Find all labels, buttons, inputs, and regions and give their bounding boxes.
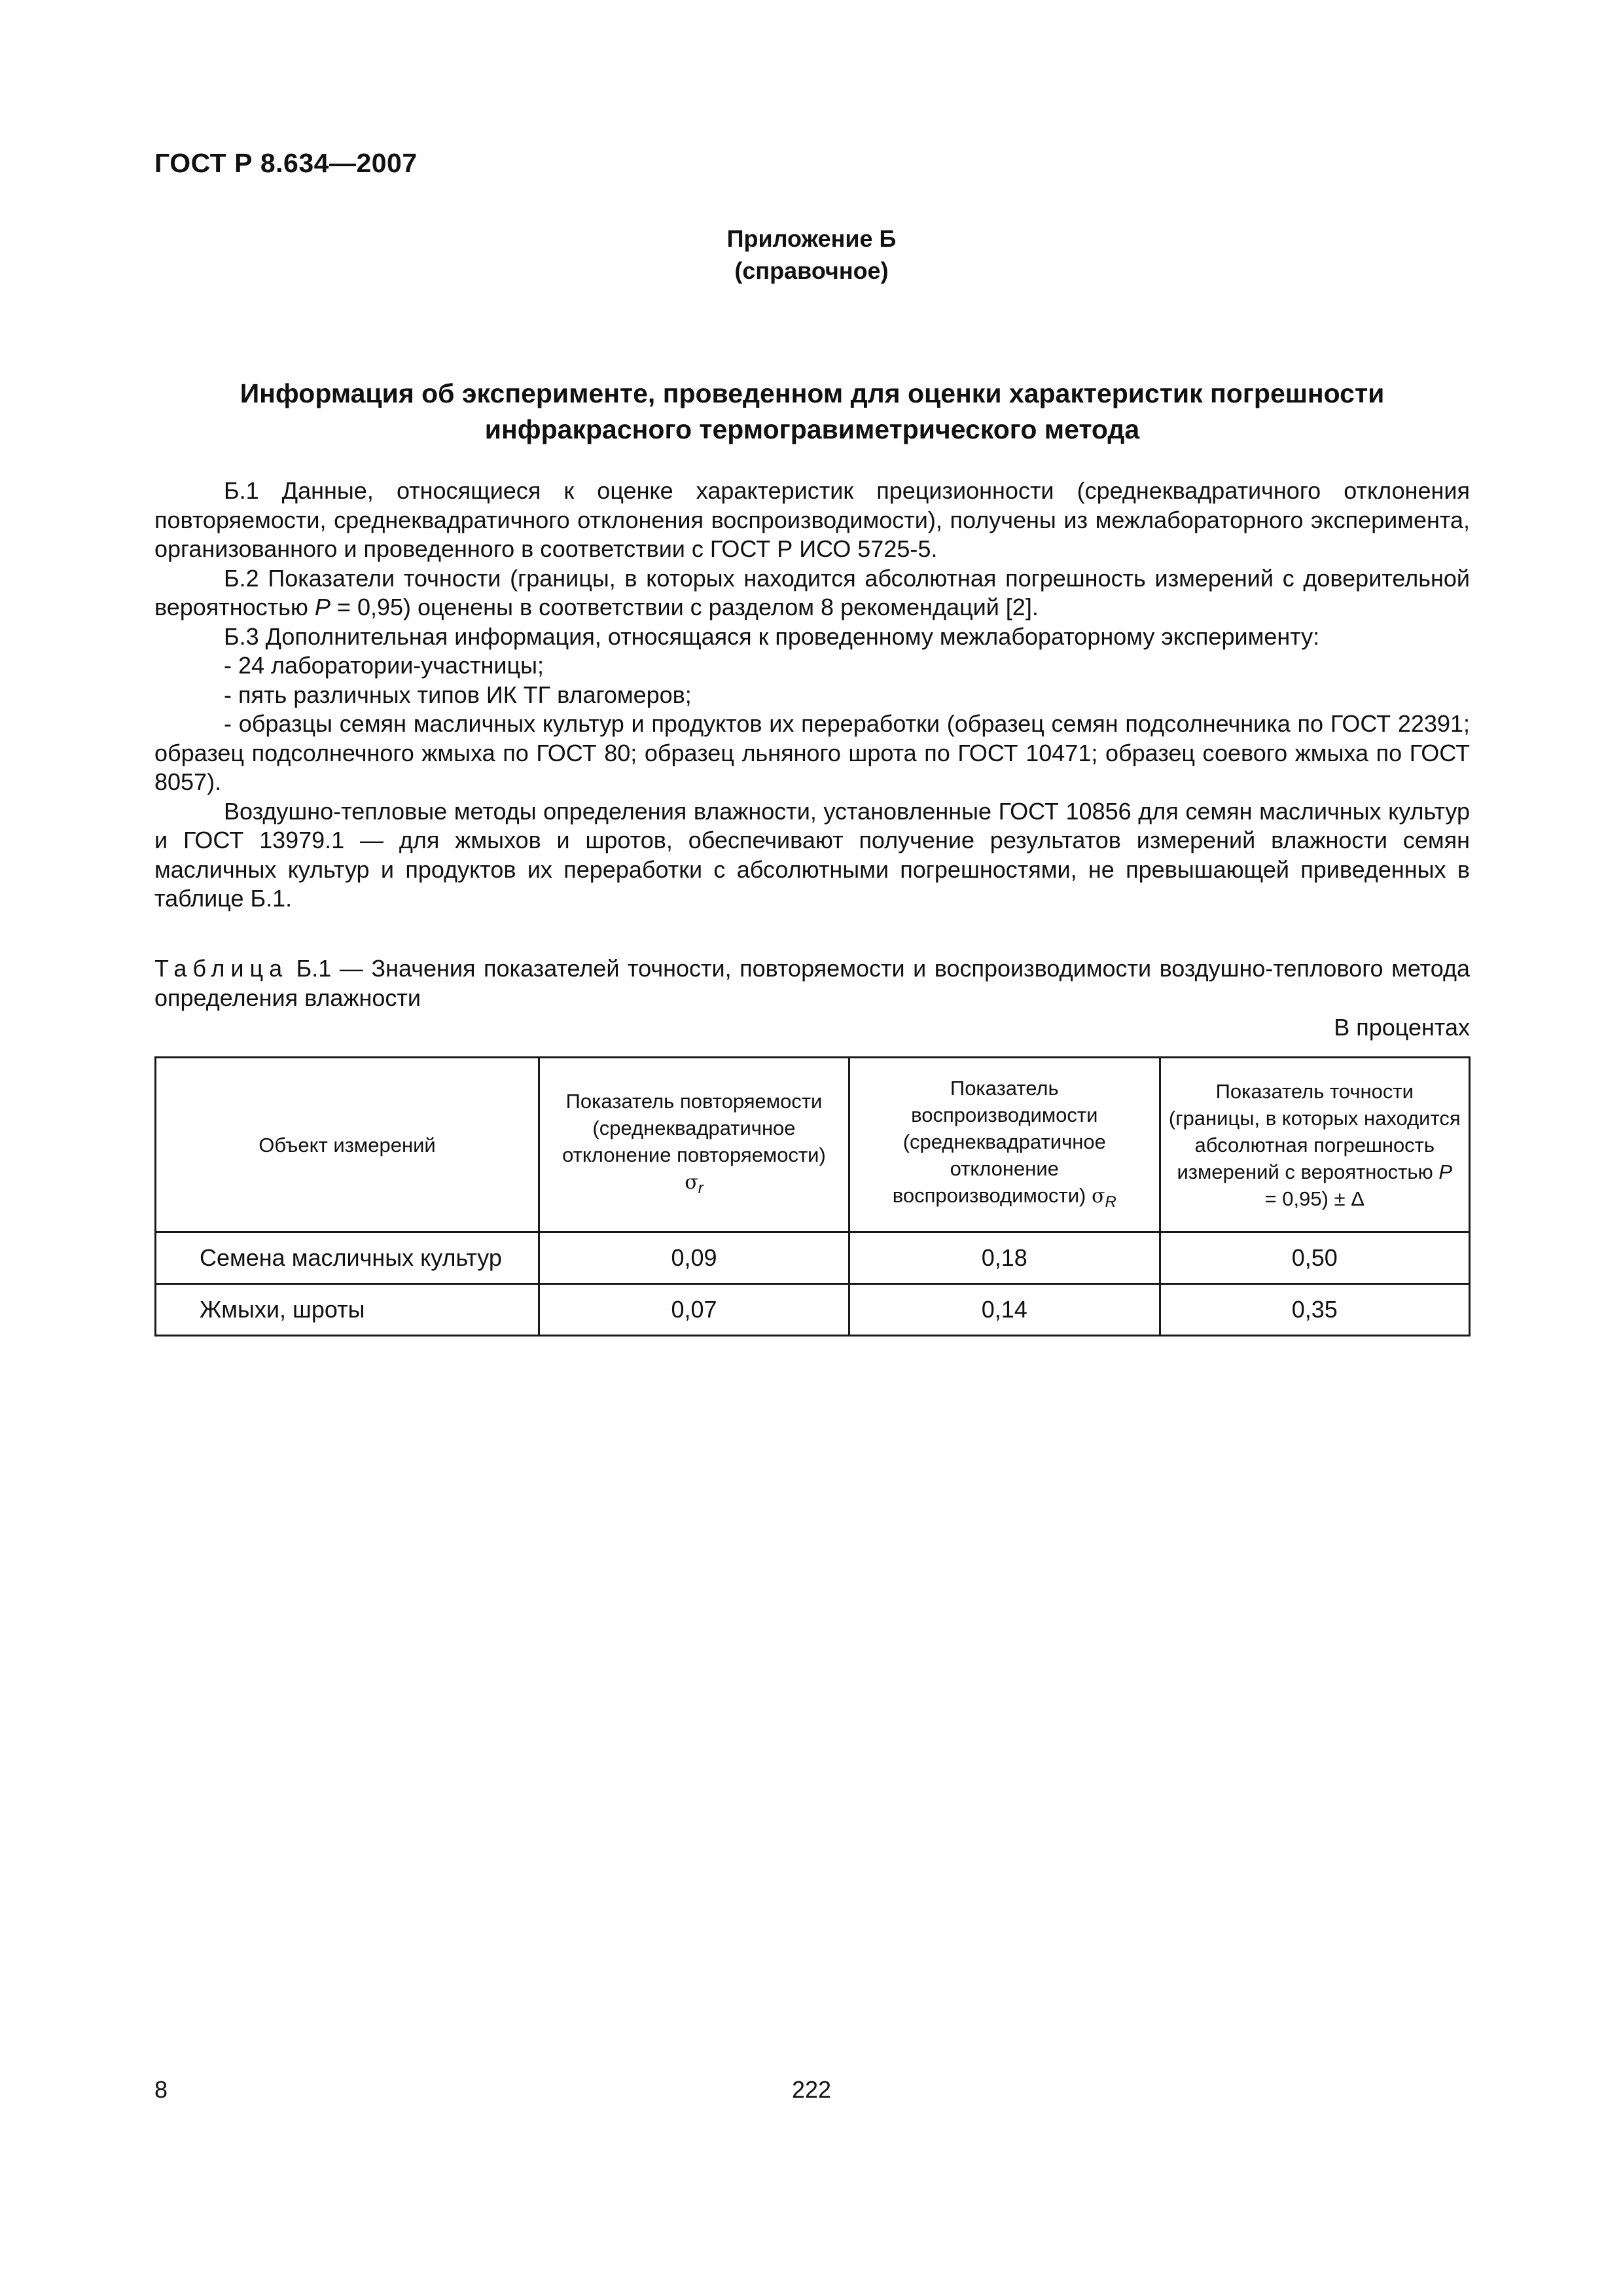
cell-accuracy: 0,35 bbox=[1160, 1284, 1469, 1336]
paragraph-b2 bbox=[154, 564, 1470, 622]
sigma-r-symbol: $\sigma_r$ bbox=[685, 1171, 704, 1197]
table-row bbox=[156, 1232, 1470, 1284]
paragraph-b2-end: = 0,95) оценены в соответствии с разделом 8 рекомендаций [2]. bbox=[330, 594, 1039, 620]
cell-repeatability: 0,09 bbox=[539, 1232, 849, 1284]
appendix-heading bbox=[0, 223, 1623, 287]
list-item: - образцы семян масличных культур и продуктов их переработки (образец семян подсолнечника по ГОСТ 22391; образец подсолнечного жмыха по ГОСТ 80; образец льняного шрота по ГОСТ 10471; образец соевого жмыха по ГОСТ 8057). bbox=[154, 710, 1470, 795]
title-line-2: инфракрасного термогравиметрического метода bbox=[484, 414, 1140, 444]
table-caption bbox=[154, 954, 1470, 1013]
probability-symbol: P bbox=[1438, 1160, 1453, 1183]
appendix-label: Приложение Б bbox=[726, 225, 897, 252]
paragraph-b3: Б.3 Дополнительная информация, относящаяся к проведенному межлабораторному эксперименту: bbox=[224, 622, 1320, 650]
header-accuracy-text: Показатель точности (границы, в которых находится абсолютная погрешность измерений с вероятностью bbox=[1168, 1079, 1461, 1183]
title-line-1: Информация об эксперименте, проведенном для оценки характеристик погрешности bbox=[240, 378, 1385, 408]
data-table bbox=[154, 1056, 1471, 1336]
appendix-type: (справочное) bbox=[734, 257, 889, 284]
header-repeatability-text: Показатель повторяемости (среднеквадратичное отклонение повторяемости) bbox=[562, 1090, 826, 1166]
paragraph-b1: Б.1 Данные, относящиеся к оценке характеристик прецизионности (среднеквадратичного отклонения повторяемости, среднеквадратичного отклонения воспроизводимости), получены из межлабораторного эксперимента, организованного и проведенного в соответствии с ГОСТ Р ИСО 5725-5. bbox=[154, 477, 1470, 562]
table-caption-label: Таблица bbox=[154, 955, 289, 982]
cell-repeatability: 0,07 bbox=[539, 1284, 849, 1336]
header-repeatability bbox=[539, 1058, 849, 1232]
cell-object: Семена масличных культур bbox=[156, 1232, 539, 1284]
list-item: - пять различных типов ИК ТГ влагомеров; bbox=[224, 681, 692, 708]
table-header-row bbox=[156, 1058, 1470, 1232]
header-accuracy-end: = 0,95) ± Δ bbox=[1264, 1187, 1364, 1210]
cell-object: Жмыхи, шроты bbox=[156, 1284, 539, 1336]
sheet-number: 222 bbox=[791, 2076, 832, 2103]
document-title bbox=[154, 376, 1470, 448]
header-reproducibility-text: Показатель воспроизводимости (среднеквадратичное отклонение воспроизводимости) bbox=[892, 1076, 1106, 1207]
table-row bbox=[156, 1284, 1470, 1336]
cell-accuracy: 0,50 bbox=[1160, 1232, 1469, 1284]
header-accuracy bbox=[1160, 1058, 1469, 1232]
standard-code: ГОСТ Р 8.634—2007 bbox=[154, 148, 418, 178]
cell-reproducibility: 0,14 bbox=[849, 1284, 1160, 1336]
list-item: - 24 лаборатории-участницы; bbox=[224, 652, 544, 679]
paragraph-methods: Воздушно-тепловые методы определения влажности, установленные ГОСТ 10856 для семян масличных культур и ГОСТ 13979.1 — для жмыхов и шротов, обеспечивают получение результатов измерений влажности семян масличных культур и продуктов их переработки с абсолютными погрешностями, не превышающей приведенных в таблице Б.1. bbox=[154, 797, 1470, 912]
page-number: 8 bbox=[154, 2076, 168, 2103]
cell-reproducibility: 0,18 bbox=[849, 1232, 1160, 1284]
sigma-r-upper-symbol: $\sigma_R$ bbox=[1091, 1184, 1116, 1211]
table-units: В процентах bbox=[1334, 1014, 1470, 1041]
header-reproducibility bbox=[849, 1058, 1160, 1232]
header-object: Объект измерений bbox=[156, 1058, 539, 1232]
table-caption-text: Б.1 — Значения показателей точности, повторяемости и воспроизводимости воздушно-теплового метода определения влажности bbox=[154, 955, 1470, 1011]
body-text bbox=[154, 476, 1470, 914]
paragraph-b2-start: Б.2 Показатели точности (границы, в которых находится абсолютная погрешность измерений с доверительной вероятностью bbox=[154, 564, 1470, 620]
probability-symbol: P bbox=[314, 594, 330, 620]
